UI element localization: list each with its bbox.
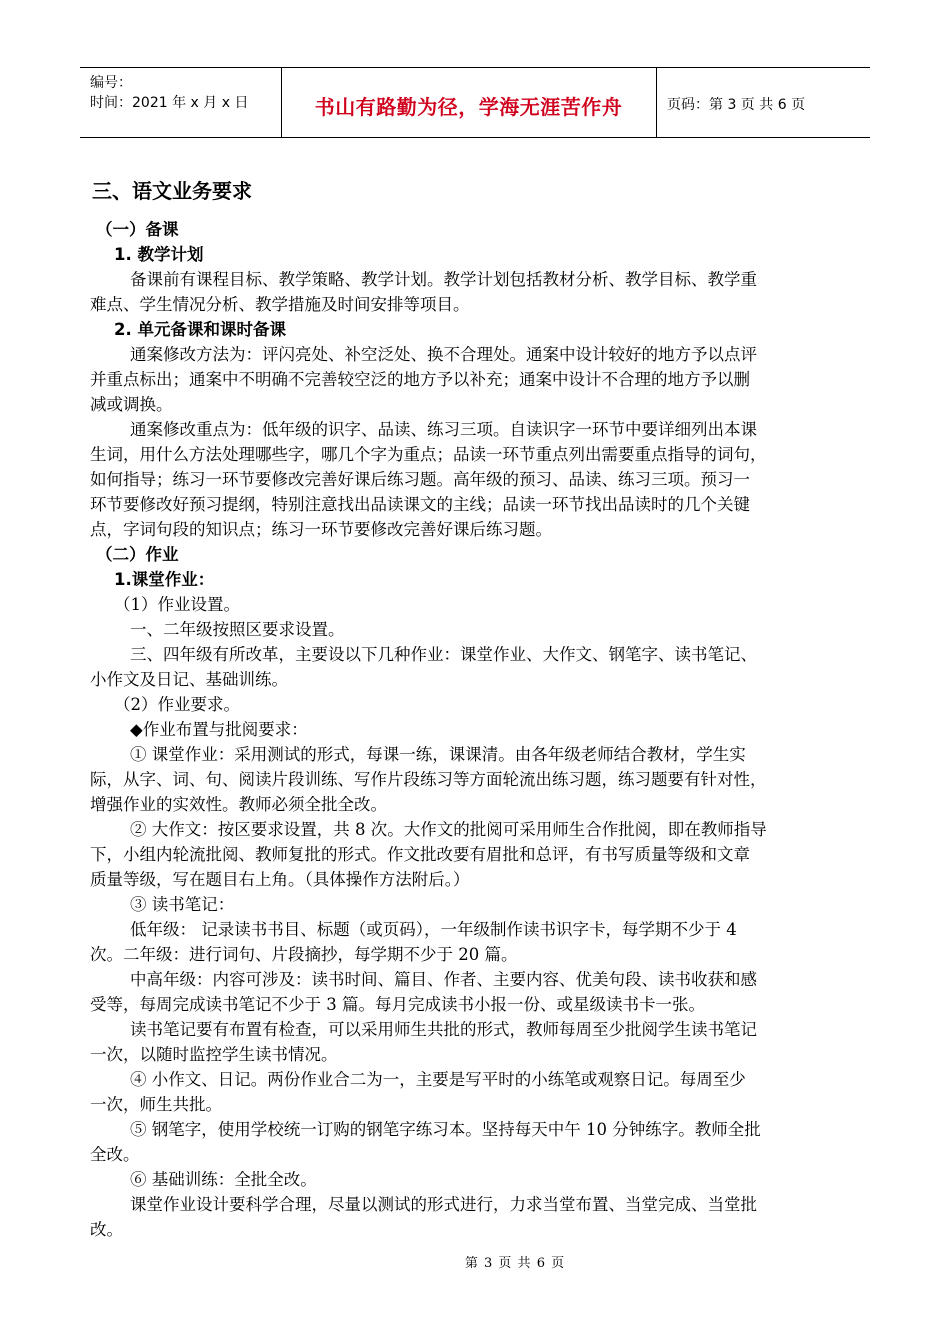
motto: 书山有路勤为径，学海无涯苦作舟: [314, 95, 623, 119]
paragraph-line: 改。: [90, 1220, 123, 1239]
paragraph-line: 通案修改方法为：评闪亮处、补空泛处、换不合理处。通案中设计较好的地方予以点评: [130, 345, 757, 364]
header-page-cell: [657, 68, 870, 137]
paragraph-line: （1）作业设置。: [114, 595, 240, 614]
paragraph-line: 全改。: [90, 1145, 140, 1164]
paragraph-line: 下，小组内轮流批阅、教师复批的形式。作文批改要有眉批和总评，有书写质量等级和文章: [90, 845, 750, 864]
paragraph-line: 备课前有课程目标、教学策略、教学计划。教学计划包括教材分析、教学目标、教学重: [130, 270, 757, 289]
paragraph-line: 小作文及日记、基础训练。: [90, 670, 288, 689]
time-label: 时间：2021 年 x 月 x 日: [90, 95, 249, 111]
paragraph-line: 难点、学生情况分析、教学措施及时间安排等项目。: [90, 295, 470, 314]
paragraph-line: （2）作业要求。: [114, 695, 240, 714]
paragraph-line: 低年级： 记录读书书目、标题（或页码），一年级制作读书识字卡，每学期不少于 4: [130, 920, 737, 939]
header-left-cell: [80, 68, 282, 137]
header-page-info: 页码：第 3 页 共 6 页: [667, 97, 806, 113]
item-heading: 1. 教学计划: [114, 245, 204, 264]
subsection-heading: （一）备课: [96, 220, 179, 239]
paragraph-line: 一次，师生共批。: [90, 1095, 222, 1114]
subsection-heading: （二）作业: [96, 545, 179, 564]
paragraph-line: ① 课堂作业：采用测试的形式，每课一练，课课清。由各年级老师结合教材，学生实: [130, 745, 746, 764]
item-heading: 1.课堂作业：: [114, 570, 215, 589]
paragraph-line: 环节要修改好预习提纲，特别注意找出品读课文的主线；品读一环节找出品读时的几个关键: [90, 495, 750, 514]
paragraph-line: 际，从字、词、句、阅读片段训练、写作片段练习等方面轮流出练习题，练习题要有针对性，: [90, 770, 767, 789]
paragraph-line: 一、二年级按照区要求设置。: [130, 620, 345, 639]
paragraph-line: 受等，每周完成读书笔记不少于 3 篇。每月完成读书小报一份、或星级读书卡一张。: [90, 995, 705, 1014]
paragraph-line: 减或调换。: [90, 395, 173, 414]
paragraph-line: 并重点标出；通案中不明确不完善较空泛的地方予以补充；通案中设计不合理的地方予以删: [90, 370, 750, 389]
item-heading: 2. 单元备课和课时备课: [114, 320, 286, 339]
paragraph-line: 生词，用什么方法处理哪些字，哪几个字为重点；品读一环节重点列出需要重点指导的词句，: [90, 445, 767, 464]
page-footer: 第 3 页 共 6 页: [464, 1256, 566, 1271]
paragraph-line: 课堂作业设计要科学合理，尽量以测试的形式进行，力求当堂布置、当堂完成、当堂批: [130, 1195, 757, 1214]
header-motto-cell: [281, 68, 657, 137]
paragraph-line: ② 大作文：按区要求设置，共 8 次。大作文的批阅可采用师生合作批阅，即在教师指导: [130, 820, 767, 839]
paragraph-line: 次。二年级：进行词句、片段摘抄，每学期不少于 20 篇。: [90, 945, 518, 964]
paragraph-line: 读书笔记要有布置有检查，可以采用师生共批的形式，教师每周至少批阅学生读书笔记: [130, 1020, 757, 1039]
paragraph-line: 通案修改重点为：低年级的识字、品读、练习三项。自读识字一环节中要详细列出本课: [130, 420, 757, 439]
paragraph-line: ③ 读书笔记：: [130, 895, 235, 914]
paragraph-line: 一次，以随时监控学生读书情况。: [90, 1045, 338, 1064]
paragraph-line: 增强作业的实效性。教师必须全批全改。: [90, 795, 387, 814]
paragraph-line: 质量等级，写在题目右上角。（具体操作方法附后。）: [90, 870, 470, 889]
section-heading: 三、语文业务要求: [92, 179, 252, 203]
paragraph-line: ◆作业布置与批阅要求：: [130, 720, 308, 739]
paragraph-line: ⑥ 基础训练：全批全改。: [130, 1170, 317, 1189]
paragraph-line: 如何指导；练习一环节要修改完善好课后练习题。高年级的预习、品读、练习三项。预习一: [90, 470, 750, 489]
paragraph-line: 三、四年级有所改革，主要设以下几种作业：课堂作业、大作文、钢笔字、读书笔记、: [130, 645, 757, 664]
paragraph-line: ④ 小作文、日记。两份作业合二为一，主要是写平时的小练笔或观察日记。每周至少: [130, 1070, 746, 1089]
paragraph-line: ⑤ 钢笔字，使用学校统一订购的钢笔字练习本。坚持每天中午 10 分钟练字。教师全批: [130, 1120, 761, 1139]
paragraph-line: 中高年级：内容可涉及：读书时间、篇目、作者、主要内容、优美句段、读书收获和感: [130, 970, 757, 989]
page-header: [80, 67, 870, 138]
number-label: 编号：: [90, 75, 132, 91]
paragraph-line: 点，字词句段的知识点；练习一环节要修改完善好课后练习题。: [90, 520, 552, 539]
